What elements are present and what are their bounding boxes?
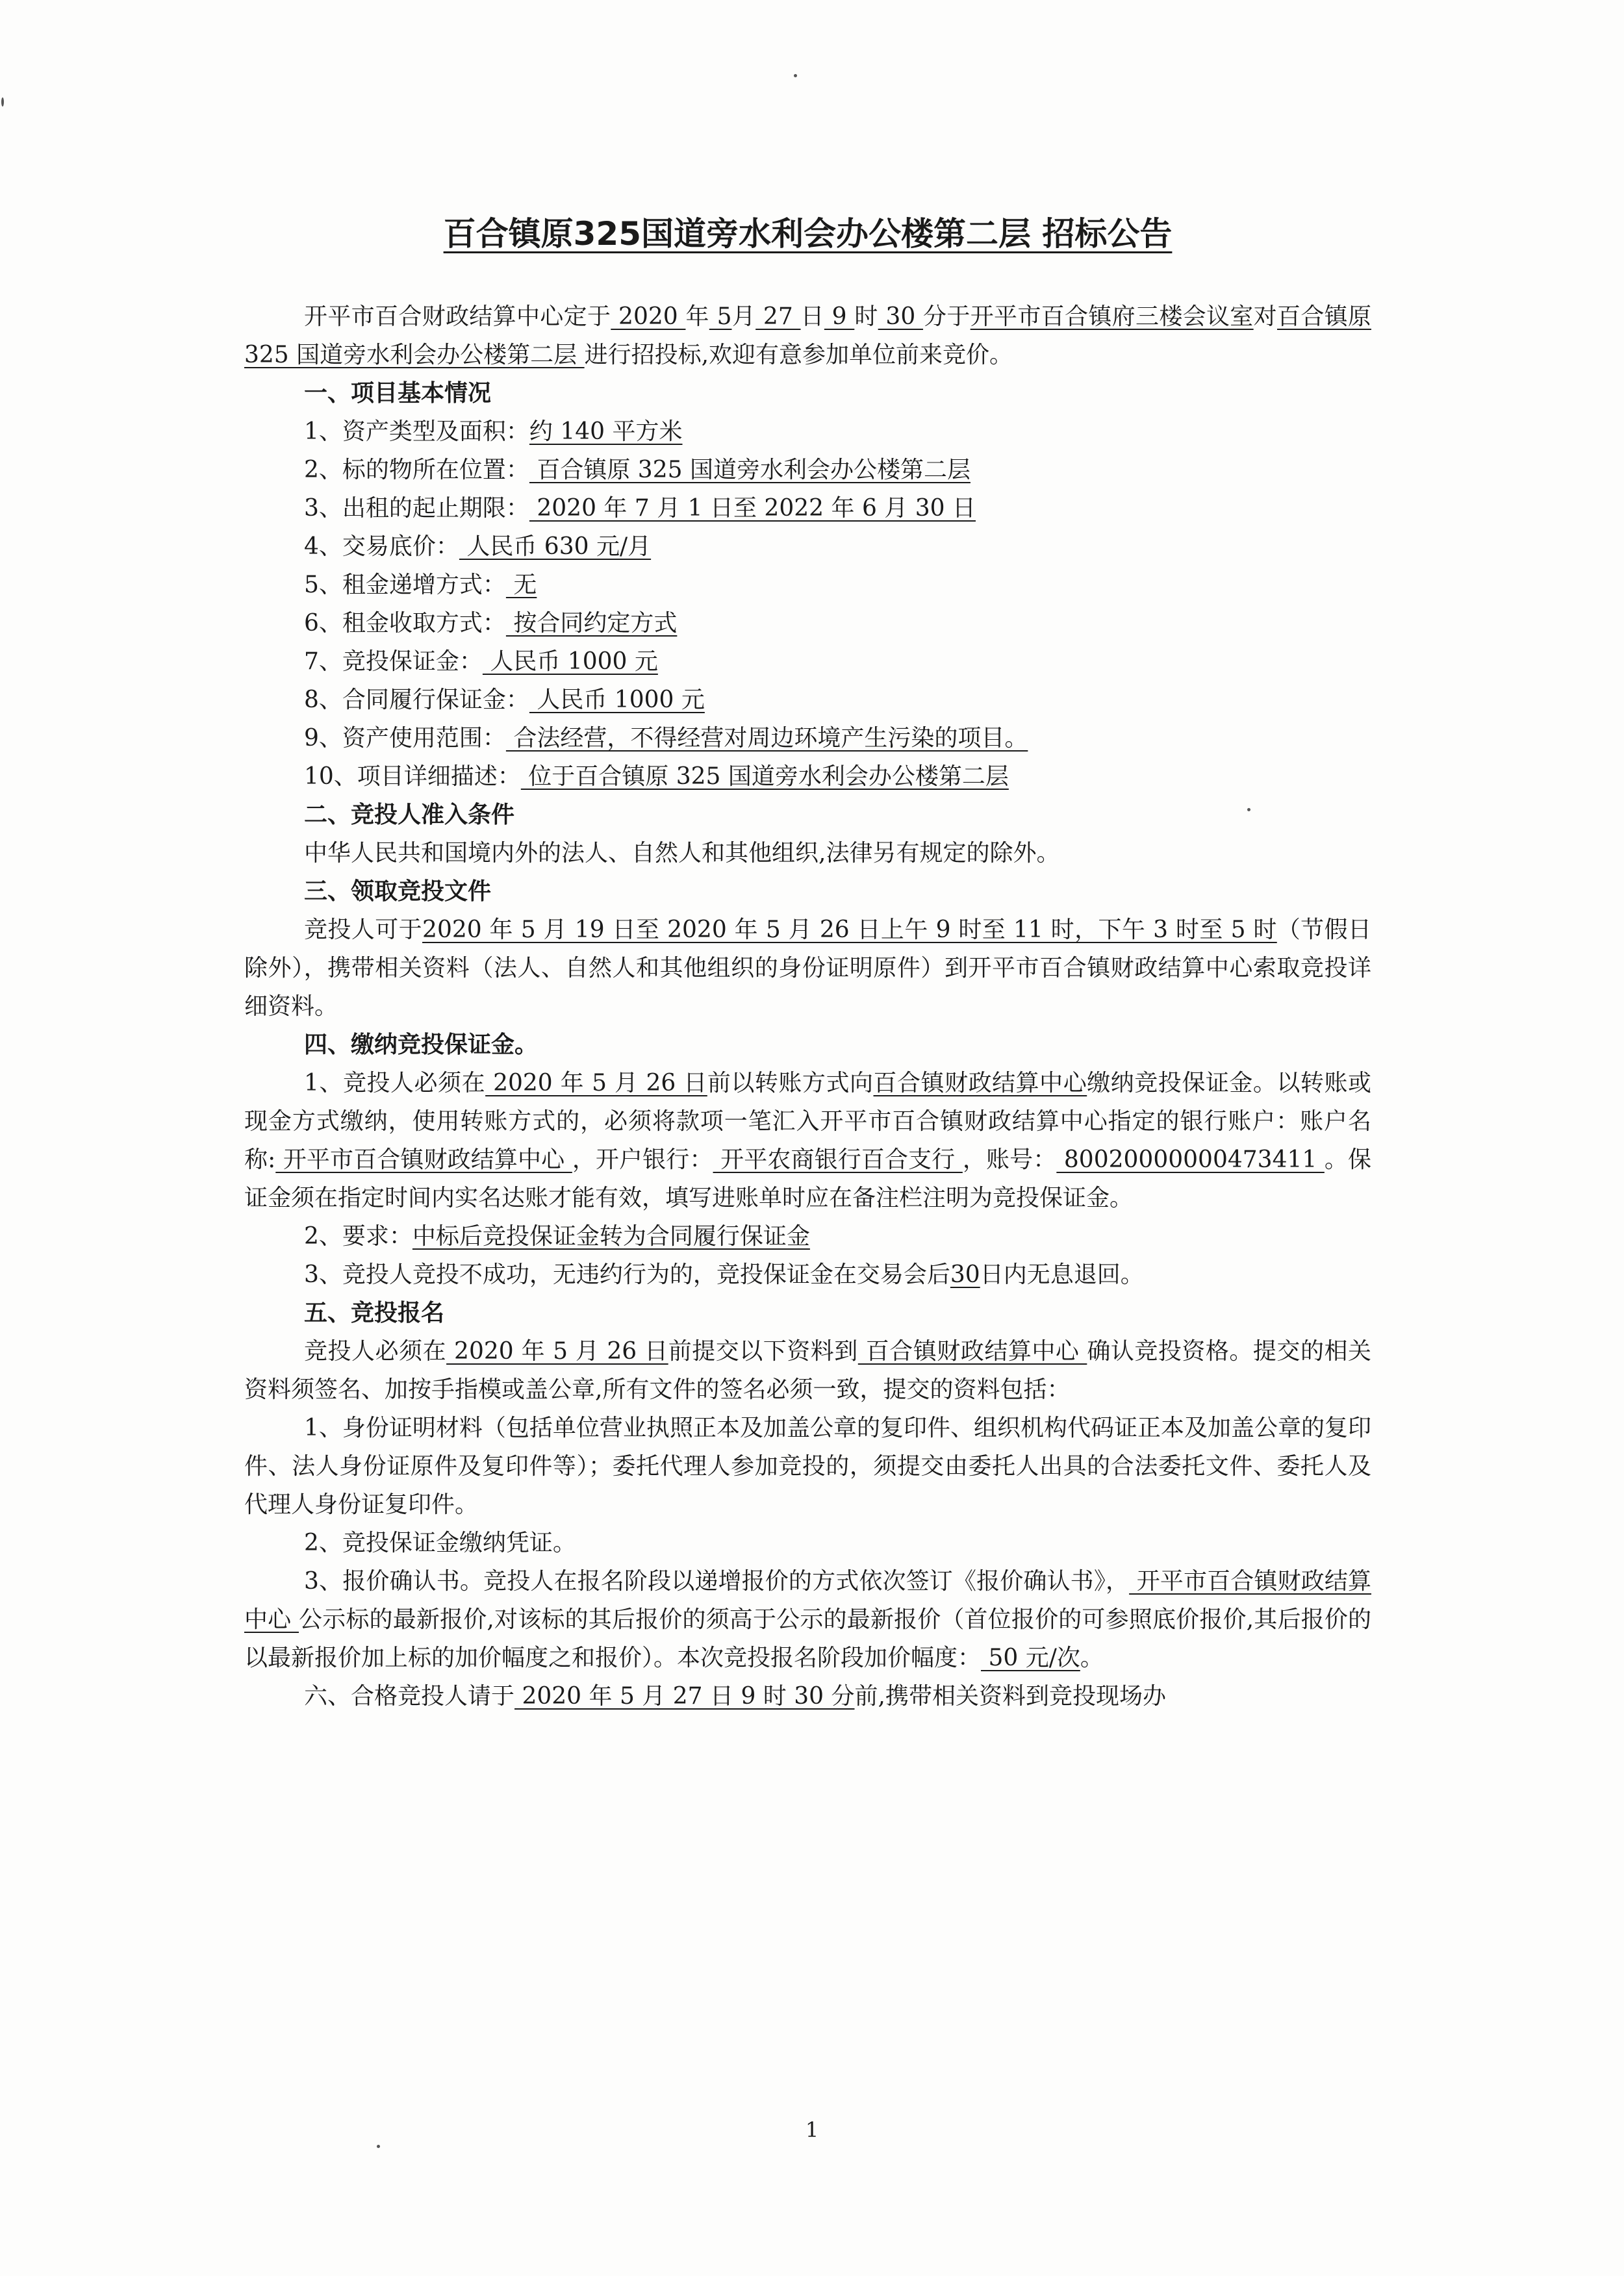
account-number: 80020000000473411 (1056, 1146, 1325, 1173)
bidding-time: 2020 年 5 月 27 日 9 时 30 分 (514, 1683, 855, 1710)
section-heading-documents: 三、领取竞投文件 (304, 878, 492, 905)
project-info-item (244, 489, 1371, 527)
intro-month: 5 (709, 303, 732, 330)
intro-text: 进行招投标,欢迎有意参加单位前来竞价。 (584, 342, 1013, 368)
intro-text: 月 (731, 303, 756, 330)
bid-increment: 50 元/次 (981, 1645, 1080, 1671)
registration-item-2: 2、竞投保证金缴纳凭证。 (304, 1530, 576, 1556)
deposit-text: 前以转账方式向 (707, 1070, 874, 1096)
intro-text: 时 (854, 303, 878, 330)
registration-text: 公示标的最新报价,对该标的其后报价的须高于公示的最新报价（首位报价的可参照底价报价,其后报价的以最新报价加上标的加价幅度之和报价）。本次竞投报名阶段加价幅度： (244, 1606, 1371, 1671)
deposit-paragraph-1 (244, 1064, 1371, 1217)
intro-hour: 9 (824, 303, 855, 330)
intro-year: 2020 (611, 303, 686, 330)
deposit-text: 缴纳竞投保证金。以转账或现金方式缴纳，使用转账方式的，必须将款项一笔汇入开平市百合镇财政结算中心指定的银行账户：账户名称: (244, 1070, 1371, 1173)
item-value: 2020 年 7 月 1 日至 2022 年 6 月 30 日 (529, 495, 976, 522)
document-title: 百合镇原325国道旁水利会办公楼第二层 招标公告 (443, 215, 1173, 253)
documents-text: （节假日除外），携带相关资料（法人、自然人和其他组织的身份证明原件）到开平市百合镇财政结算中心索取竞投详细资料。 (244, 917, 1371, 1020)
item-value: 人民币 1000 元 (482, 648, 658, 675)
scan-speck (1, 97, 4, 107)
registration-paragraph (244, 1332, 1371, 1409)
deposit-text: ，账号： (962, 1146, 1057, 1173)
deposit-text: 2、要求： (304, 1223, 412, 1250)
project-info-item (244, 757, 1371, 796)
deposit-text: 。保证金须在指定时间内实名达账才能有效，填写进账单时应在备注栏注明为竞投保证金。 (244, 1146, 1371, 1211)
item-value: 合法经营，不得经营对周边环境产生污染的项目。 (505, 725, 1028, 752)
intro-text: 年 (685, 303, 709, 330)
section-heading-eligibility: 二、竞投人准入条件 (304, 802, 515, 828)
item-label: 10、项目详细描述： (304, 763, 521, 790)
registration-text: 确认竞投资格。提交的相关资料须签名、加按手指模或盖公章,所有文件的签名必须一致，提交的资料包括： (244, 1338, 1371, 1403)
item-label: 6、租金收取方式： (304, 610, 506, 637)
scan-speck (794, 74, 797, 77)
item-label: 8、合同履行保证金： (304, 687, 529, 713)
documents-period: 2020 年 5 月 19 日至 2020 年 5 月 26 日上午 9 时至 11 时，下午 3 时至 5 时 (422, 917, 1277, 943)
account-name: 开平市百合镇财政结算中心 (275, 1146, 572, 1173)
project-info-item (244, 566, 1371, 604)
document-body (244, 208, 1371, 1715)
bank-name: 开平农商银行百合支行 (713, 1146, 963, 1173)
intro-paragraph (244, 297, 1371, 374)
project-info-item (244, 451, 1371, 489)
item-label: 3、出租的起止期限： (304, 495, 529, 522)
refund-days: 30 (950, 1261, 980, 1288)
registration-item-1: 1、身份证明材料（包括单位营业执照正本及加盖公章的复印件、组织机构代码证正本及加盖公章的复印件、法人身份证原件及复印件等）；委托代理人参加竞投的，须提交由委托人出具的合法委托文件、委托人及代理人身份证复印件。 (244, 1415, 1371, 1518)
intro-minute: 30 (878, 303, 924, 330)
project-info-item (244, 412, 1371, 451)
intro-text: 开平市百合财政结算中心定于 (304, 303, 611, 330)
intro-text: 对 (1253, 303, 1277, 330)
section-heading-registration: 五、竞投报名 (304, 1300, 445, 1326)
deposit-text: 1、竞投人必须在 (304, 1070, 486, 1096)
intro-text: 日 (800, 303, 824, 330)
item-value: 人民币 1000 元 (529, 687, 705, 713)
deposit-paragraph-3 (244, 1256, 1371, 1294)
registration-text: 。 (1080, 1645, 1104, 1671)
item-value: 人民币 630 元/月 (459, 533, 652, 560)
item-label: 1、资产类型及面积： (304, 418, 529, 445)
item-value: 约 140 平方米 (529, 418, 683, 445)
documents-paragraph (244, 911, 1371, 1026)
documents-text: 竞投人可于 (304, 917, 423, 943)
bidding-text: 前,携带相关资料到竞投现场办 (854, 1683, 1166, 1710)
item-value: 百合镇原 325 国道旁水利会办公楼第二层 (529, 457, 971, 483)
item-value: 位于百合镇原 325 国道旁水利会办公楼第二层 (520, 763, 1009, 790)
deposit-text: 3、竞投人竞投不成功，无违约行为的，竞投保证金在交易会后 (304, 1261, 950, 1288)
registration-item-3 (244, 1562, 1371, 1677)
item-label: 7、竞投保证金： (304, 648, 483, 675)
scan-speck (377, 2145, 380, 2148)
item-label: 5、租金递增方式： (304, 572, 506, 598)
intro-project: 百合镇原 325 国道旁水利会办公楼第二层 (244, 303, 1371, 368)
project-info-item (244, 604, 1371, 642)
project-info-item (244, 527, 1371, 566)
deposit-center: 百合镇财政结算中心 (873, 1070, 1087, 1096)
item-value: 按合同约定方式 (505, 610, 678, 637)
project-info-item (244, 681, 1371, 719)
eligibility-paragraph: 中华人民共和国境内外的法人、自然人和其他组织,法律另有规定的除外。 (304, 840, 1060, 866)
registration-center: 百合镇财政结算中心 (857, 1338, 1087, 1365)
project-info-item (244, 642, 1371, 681)
registration-center: 开平市百合镇财政结算中心 (244, 1568, 1371, 1633)
deposit-paragraph-2 (244, 1217, 1371, 1256)
bidding-text: 六、合格竞投人请于 (304, 1683, 515, 1710)
intro-place: 开平市百合镇府三楼会议室 (970, 303, 1254, 330)
project-info-item (244, 719, 1371, 757)
section-heading-project-info: 一、项目基本情况 (304, 380, 492, 407)
intro-text: 分于 (923, 303, 971, 330)
intro-day: 27 (755, 303, 801, 330)
deposit-text: ，开户银行： (572, 1146, 713, 1173)
item-label: 9、资产使用范围： (304, 725, 506, 752)
registration-text: 竞投人必须在 (304, 1338, 447, 1365)
item-value: 无 (505, 572, 537, 598)
deposit-text: 日内无息退回。 (980, 1261, 1144, 1288)
registration-text: 前提交以下资料到 (668, 1338, 858, 1365)
bidding-paragraph (244, 1677, 1371, 1715)
item-label: 2、标的物所在位置： (304, 457, 529, 483)
deposit-requirement: 中标后竞投保证金转为合同履行保证金 (412, 1223, 810, 1250)
item-label: 4、交易底价： (304, 533, 459, 560)
registration-text: 3、报价确认书。竞投人在报名阶段以递增报价的方式依次签订《报价确认书》， (304, 1568, 1130, 1595)
registration-date: 2020 年 5 月 26 日 (446, 1338, 668, 1365)
section-heading-deposit: 四、缴纳竞投保证金。 (304, 1031, 539, 1058)
deposit-date: 2020 年 5 月 26 日 (485, 1070, 707, 1096)
page-number: 1 (805, 2118, 819, 2142)
